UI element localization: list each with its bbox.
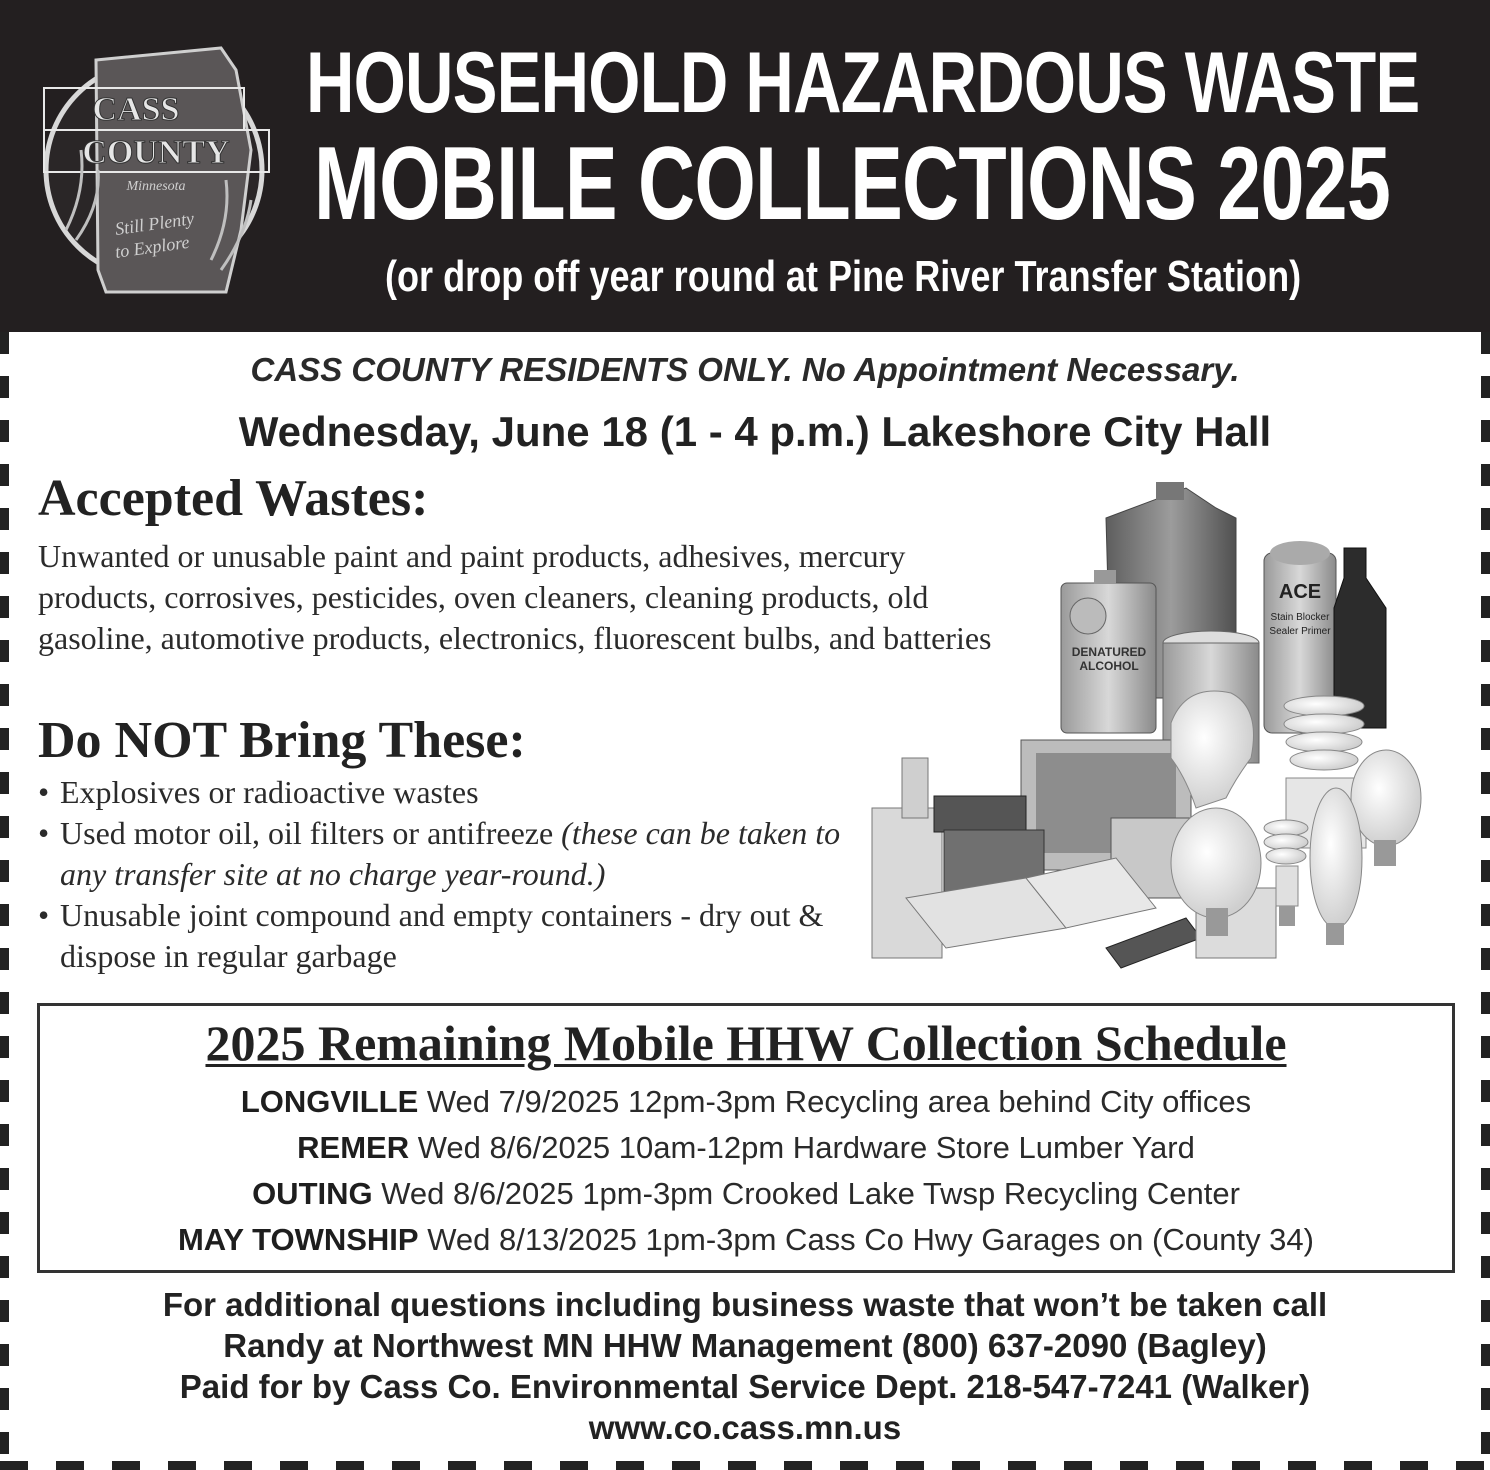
logo-tagline1: Still Plenty	[113, 208, 196, 239]
schedule-location: OUTING	[252, 1176, 373, 1211]
footer-line1: For additional questions including business waste that won’t be taken call	[162, 1286, 1328, 1323]
do-not-bring-list	[38, 772, 858, 977]
do-not-bring-item: • Used motor oil, oil filters or antifreeze (these can be taken to any transfer site at no charge year-round.)	[38, 813, 858, 895]
hazardous-products-image	[866, 478, 1426, 978]
schedule-location: REMER	[297, 1130, 410, 1165]
schedule-box	[37, 1003, 1455, 1273]
spray-label1: ACE	[1278, 581, 1322, 603]
header-banner	[0, 0, 1490, 332]
spray-label3: Sealer Primer	[1269, 626, 1331, 637]
event-details: Wednesday, June 18 (1 - 4 p.m.) Lakeshore City Hall	[238, 408, 1272, 455]
do-not-bring-item: • Explosives or radioactive wastes	[38, 772, 858, 813]
schedule-details: Wed 7/9/2025 12pm-3pm Recycling area behind City offices	[418, 1084, 1252, 1119]
accepted-text: Unwanted or unusable paint and paint products, adhesives, mercury products, corrosives, pesticides, oven cleaners, cleaning products, old gasoline, automotive products, electronics, fluorescent bulbs, and batteries	[38, 538, 992, 656]
residents-notice: CASS COUNTY RESIDENTS ONLY. No Appointment Necessary.	[250, 351, 1240, 388]
logo-tagline2: to Explore	[113, 231, 191, 262]
cass-county-logo	[36, 30, 276, 305]
footer-line3: Paid for by Cass Co. Environmental Service Dept. 218-547-7241 (Walker)	[179, 1368, 1311, 1405]
can-label1: DENATURED	[1071, 645, 1147, 659]
schedule-details: Wed 8/6/2025 10am-12pm Hardware Store Lumber Yard	[409, 1130, 1195, 1165]
title-line1: HOUSEHOLD HAZARDOUS WASTE	[306, 35, 1420, 131]
coupon-border-bottom	[0, 1461, 1490, 1470]
can-label2: ALCOHOL	[1079, 659, 1139, 673]
schedule-row	[40, 1220, 1452, 1260]
logo-line2: COUNTY	[82, 134, 230, 171]
do-not-bring-note: (these can be taken to any transfer site at no charge year-round.)	[60, 815, 841, 892]
schedule-row	[40, 1174, 1452, 1214]
schedule-location: LONGVILLE	[240, 1084, 419, 1119]
schedule-details: Wed 8/6/2025 1pm-3pm Crooked Lake Twsp Recycling Center	[372, 1176, 1240, 1211]
accepted-heading: Accepted Wastes:	[38, 470, 429, 527]
schedule-title: 2025 Remaining Mobile HHW Collection Schedule	[205, 1015, 1287, 1071]
do-not-bring-item: • Unusable joint compound and empty containers - dry out & dispose in regular garbage	[38, 895, 858, 977]
schedule-details: Wed 8/13/2025 1pm-3pm Cass Co Hwy Garages on (County 34)	[418, 1222, 1314, 1257]
website-link[interactable]: www.co.cass.mn.us	[588, 1409, 902, 1446]
do-not-bring-heading: Do NOT Bring These:	[38, 712, 526, 769]
logo-line1: CASS	[92, 91, 180, 128]
title-line2: MOBILE COLLECTIONS 2025	[314, 126, 1391, 242]
schedule-row	[40, 1128, 1452, 1168]
spray-label2: Stain Blocker	[1270, 612, 1330, 623]
footer-line2: Randy at Northwest MN HHW Management (800) 637-2090 (Bagley)	[223, 1327, 1267, 1364]
schedule-row	[40, 1082, 1452, 1122]
header-subtitle: (or drop off year round at Pine River Transfer Station)	[385, 252, 1302, 301]
logo-state: Minnesota	[126, 179, 186, 194]
schedule-location: MAY TOWNSHIP	[177, 1222, 419, 1257]
